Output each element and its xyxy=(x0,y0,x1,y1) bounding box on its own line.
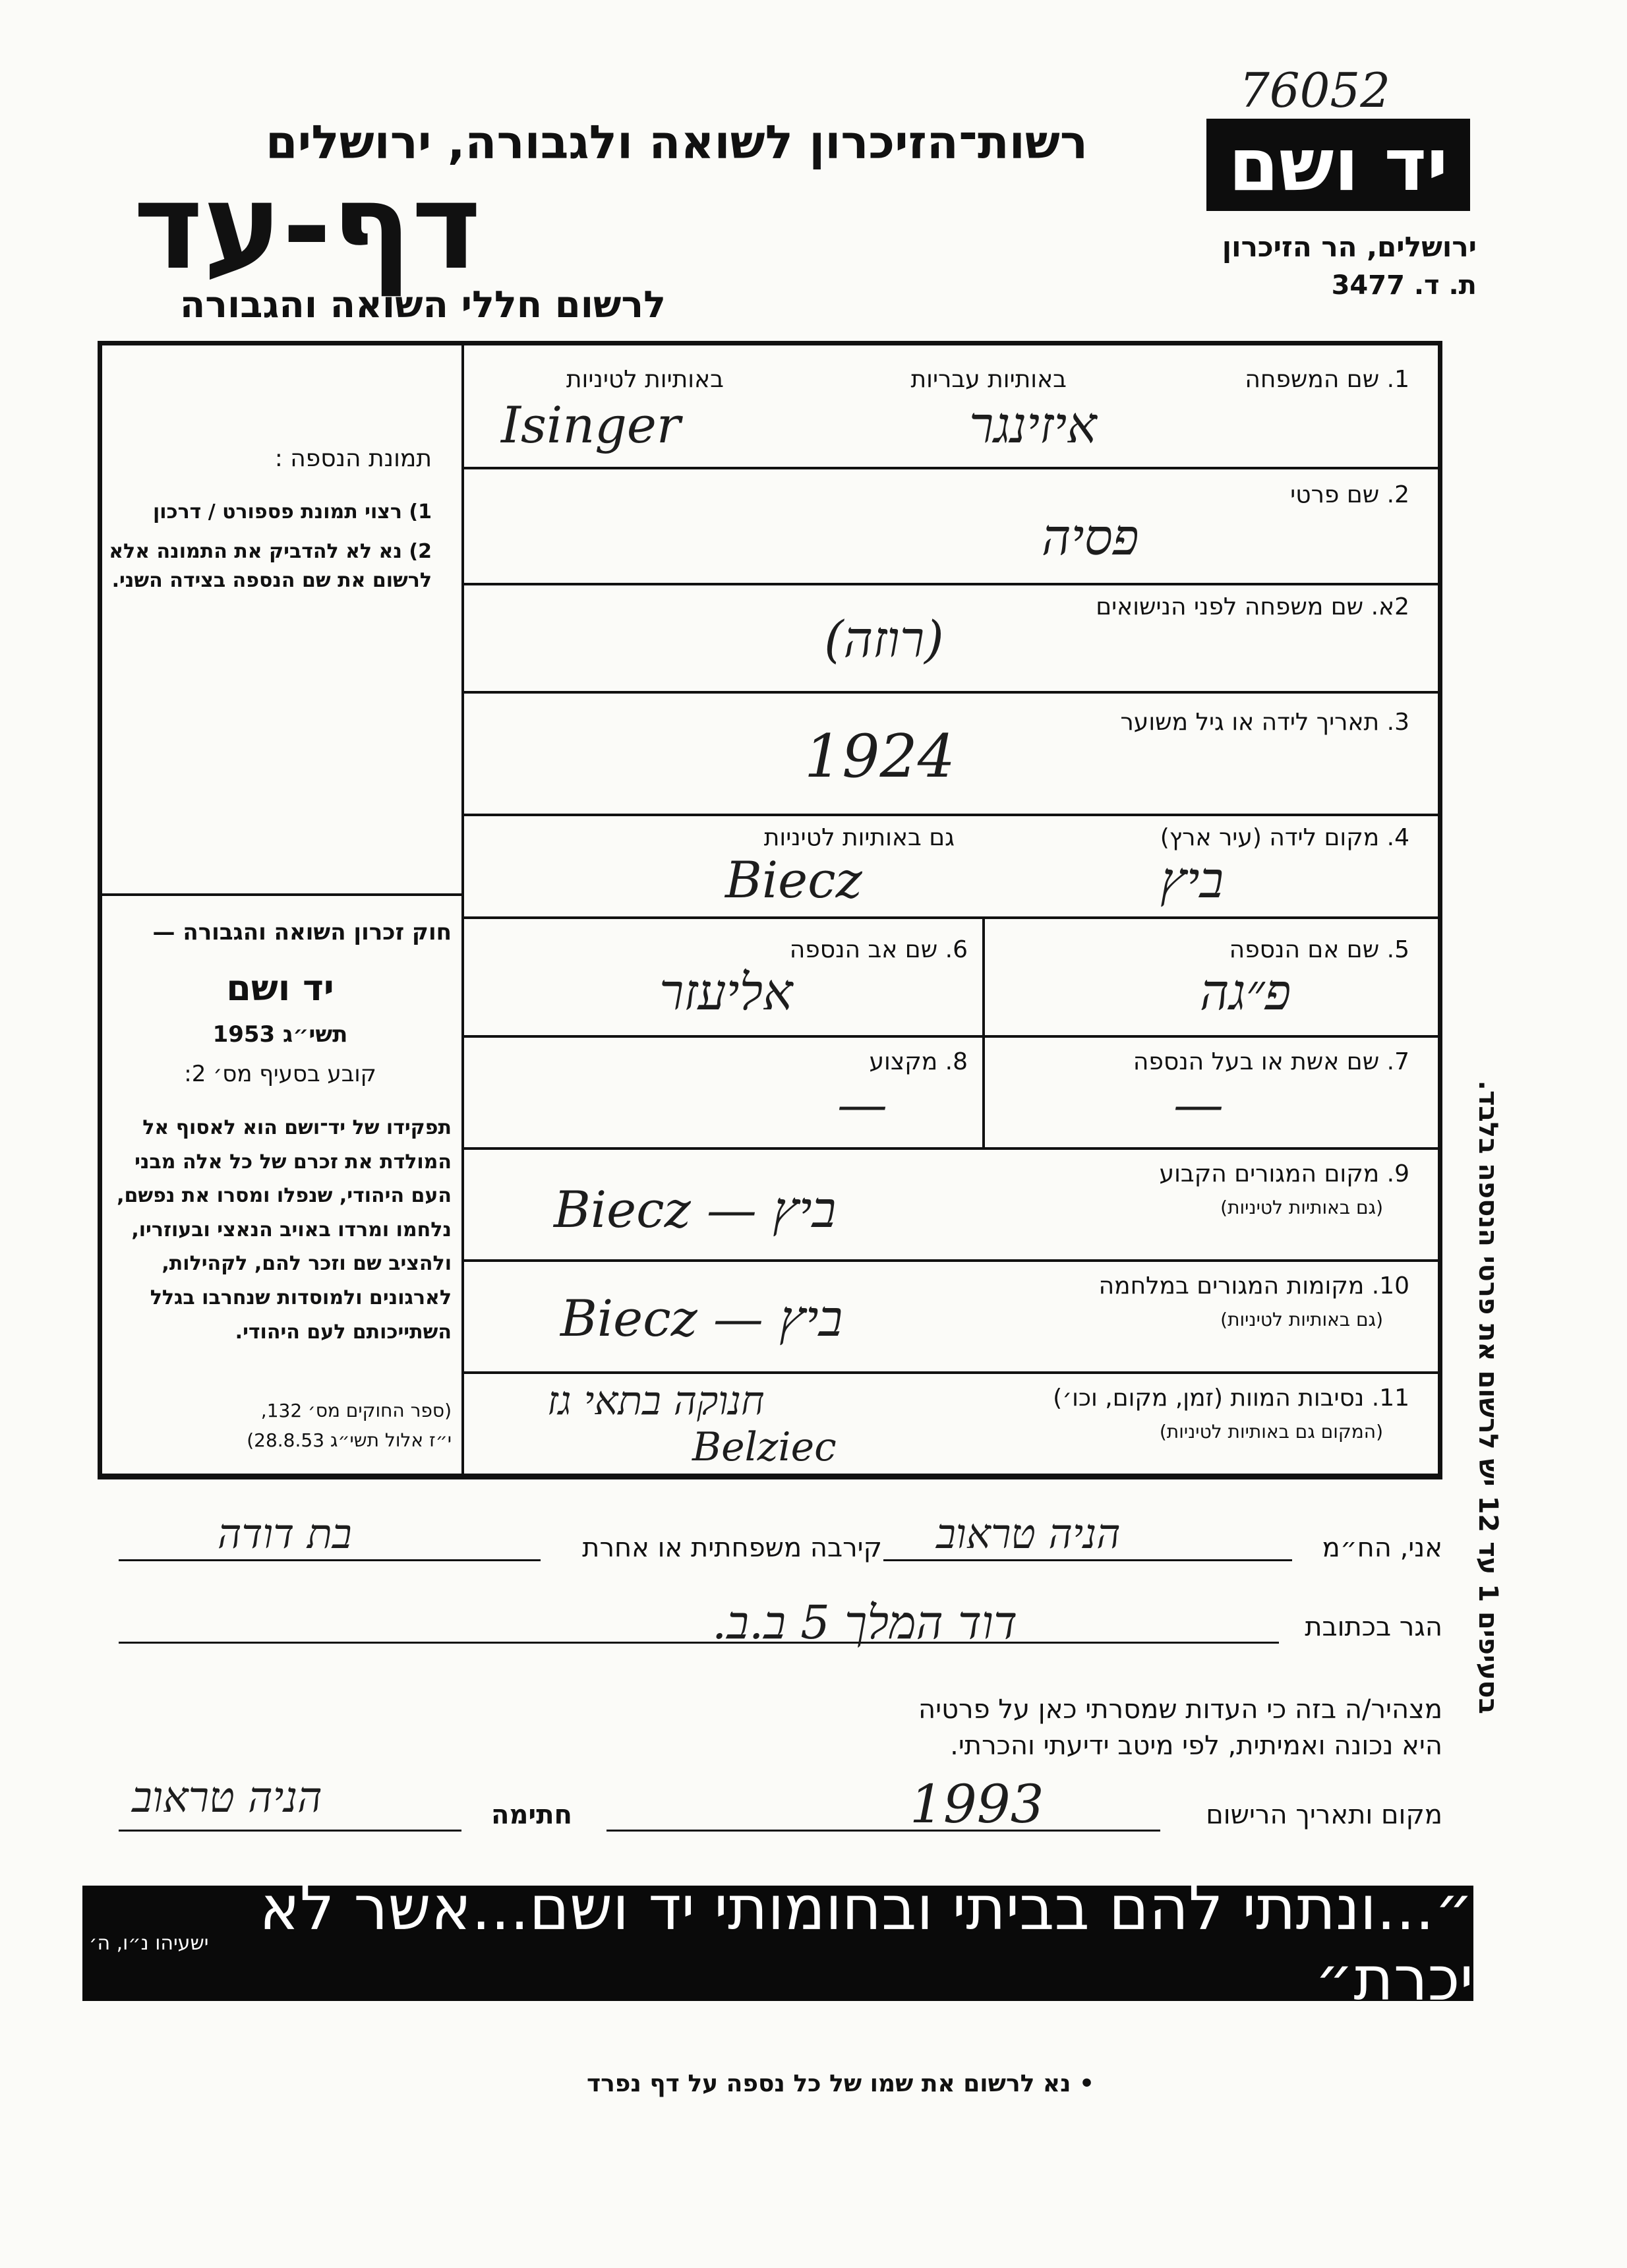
address-line xyxy=(119,1642,1279,1644)
father-name[interactable]: אליעזר xyxy=(659,963,793,1021)
field-11-sub: (המקום גם באותיות לטיניות) xyxy=(1159,1421,1383,1443)
divider xyxy=(461,814,1441,816)
signature-label: חתימה xyxy=(490,1800,572,1830)
relation-label: קירבה משפחתית או אחרת xyxy=(582,1533,882,1563)
family-name-latin[interactable]: Isinger xyxy=(501,396,681,454)
law-ref-2: י״ז אלול תשי״ג 28.8.53) xyxy=(247,1429,452,1451)
declarant-line xyxy=(883,1559,1292,1561)
address-label: הגר בכתובת xyxy=(1305,1612,1442,1642)
death-circumstances[interactable]: חנוקה בתאי גז xyxy=(547,1378,765,1424)
field-4-label: 4. מקום לידה (עיר ארץ) xyxy=(1160,824,1409,851)
yad-vashem-logo: יד ושם xyxy=(1206,119,1470,211)
form-subtitle: לרשום חללי השואה והגבורה xyxy=(179,284,666,326)
law-text: תפקידו של יד־ושם הוא לאסוף אל המולדת את זכרם של כל אלה מבני העם היהודי, שנפלו ומסרו את נפשם, נלחמו ומרדו באויב הנאצי ובעוזריו, ולהציב שם וזכר להם, לקהילות, לארגונים ולמוסדות שנחרבו בגלל השתייכותם לעם היהודי. xyxy=(117,1116,452,1344)
field-11-label: 11. נסיבות המוות (זמן, מקום, וכו׳) xyxy=(1053,1385,1409,1412)
divider xyxy=(461,1035,1441,1038)
file-number: 76052 xyxy=(1239,63,1391,118)
wartime-residence[interactable]: Biecz — ביץ xyxy=(560,1289,843,1348)
permanent-residence[interactable]: Biecz — ביץ xyxy=(554,1180,837,1239)
law-title: חוק זכרון השואה והגבורה — xyxy=(152,919,452,945)
field-8-label: 8. מקצוע xyxy=(869,1048,968,1075)
maiden-name[interactable]: (רוזה) xyxy=(824,610,944,669)
law-ref-1: (ספר החוקים מס׳ 132, xyxy=(260,1400,452,1421)
mother-name[interactable]: פ״גה xyxy=(1200,963,1291,1021)
relation-value[interactable]: בת דודה xyxy=(218,1510,352,1558)
first-name[interactable]: פסיה xyxy=(1042,508,1139,566)
field-9-sub: (גם באותיות לטיניות) xyxy=(1220,1197,1383,1218)
field-3-label: 3. תאריך לידה או גיל משוער xyxy=(1120,709,1409,736)
field-7-label: 7. שם אשת או בעל הנספה xyxy=(1133,1048,1409,1075)
page-title: דף-עד xyxy=(133,158,481,296)
banner-quote: ״...ונתתי להם בביתי ובחומותי יד ושם...אשר לא יכרת״ xyxy=(259,1872,1473,2014)
divider xyxy=(99,893,463,896)
death-place-latin[interactable]: Belziec xyxy=(692,1424,837,1470)
relation-line xyxy=(119,1559,541,1561)
address-value[interactable]: דוד המלך 5 ב.ב. xyxy=(712,1596,1018,1650)
place-date-line xyxy=(606,1830,1160,1832)
photo-note-1: 1) רצוי תמונת פספורט / דרכון xyxy=(152,500,432,523)
signature[interactable]: הניה טראוב xyxy=(132,1774,322,1822)
field-10-label: 10. מקומות המגורים במלחמה xyxy=(1098,1272,1409,1299)
statement-line-2: היא נכונה ואמיתית, לפי מיטב ידיעתי והכרתי. xyxy=(950,1731,1442,1761)
quote-banner xyxy=(82,1872,1473,2014)
authority-title: רשות־הזיכרון לשואה ולגבורה, ירושלים xyxy=(265,115,1088,169)
divider xyxy=(461,1371,1441,1374)
logo-pobox: ת. ד. 3477 xyxy=(1331,270,1477,301)
birth-date[interactable]: 1924 xyxy=(804,722,956,791)
vertical-instruction: בסעיפים 1 עד 12 יש לרשום את פרטי הנספה בלבד. xyxy=(1473,1080,1503,1714)
field-9-label: 9. מקום המגורים הקבוע xyxy=(1159,1160,1409,1187)
field-6-label: 6. שם אב הנספה xyxy=(789,936,968,963)
law-section: קובע בסעיף מס׳ 2: xyxy=(184,1061,376,1087)
birth-place-latin[interactable]: Biecz xyxy=(725,850,862,909)
photo-title: תמונת הנספה : xyxy=(274,445,432,472)
field-2-label: 2. שם פרטי xyxy=(1290,481,1409,508)
divider xyxy=(461,916,1441,919)
family-name-hebrew[interactable]: איזינגר xyxy=(969,396,1097,454)
field-1-latin-label: באותיות לטיניות xyxy=(566,366,724,393)
divider xyxy=(461,583,1441,585)
signature-line xyxy=(119,1830,461,1832)
field-10-sub: (גם באותיות לטיניות) xyxy=(1220,1309,1383,1330)
place-date-value[interactable]: 1993 xyxy=(910,1774,1044,1835)
law-name: יד ושם xyxy=(226,967,334,1009)
field-2a-label: 2א. שם משפחה לפני הנישואים xyxy=(1096,593,1409,620)
place-date-label: מקום ותאריך הרישום xyxy=(1206,1800,1442,1830)
divider xyxy=(982,918,985,1147)
footnote: • נא לרשום את שמו של כל נספה על דף נפרד xyxy=(586,2070,1094,2097)
declarant-label: אני, הח״מ xyxy=(1322,1533,1442,1563)
profession[interactable]: — xyxy=(837,1075,887,1133)
divider xyxy=(461,1259,1441,1262)
divider xyxy=(99,1474,1441,1476)
field-1-hebrew-label: באותיות עבריות xyxy=(910,366,1067,393)
divider xyxy=(461,343,464,1477)
declarant-name[interactable]: הניה טראוב xyxy=(936,1510,1121,1558)
divider xyxy=(461,467,1441,469)
field-5-label: 5. שם אם הנספה xyxy=(1229,936,1409,963)
banner-source: ישעיהו נ״ו, ה׳ xyxy=(89,1932,209,1955)
divider xyxy=(461,1147,1441,1150)
spouse-name[interactable]: — xyxy=(1173,1075,1224,1133)
field-1-label: 1. שם המשפחה xyxy=(1245,366,1409,393)
birth-place-hebrew[interactable]: ביץ xyxy=(1160,850,1224,909)
law-year: תשי״ג 1953 xyxy=(212,1021,348,1048)
logo-address: ירושלים, הר הזיכרון xyxy=(1222,231,1477,263)
photo-note-2: 2) נא לא להדביק את התמונה אלא לרשום את שם הנספה בצידה השני. xyxy=(109,540,432,592)
statement-line-1: מצהיר/ה בזה כי העדות שמסרתי כאן על פרטיה xyxy=(918,1694,1442,1725)
field-4-latin-label: גם באותיות לטיניות xyxy=(763,824,955,851)
divider xyxy=(461,691,1441,694)
